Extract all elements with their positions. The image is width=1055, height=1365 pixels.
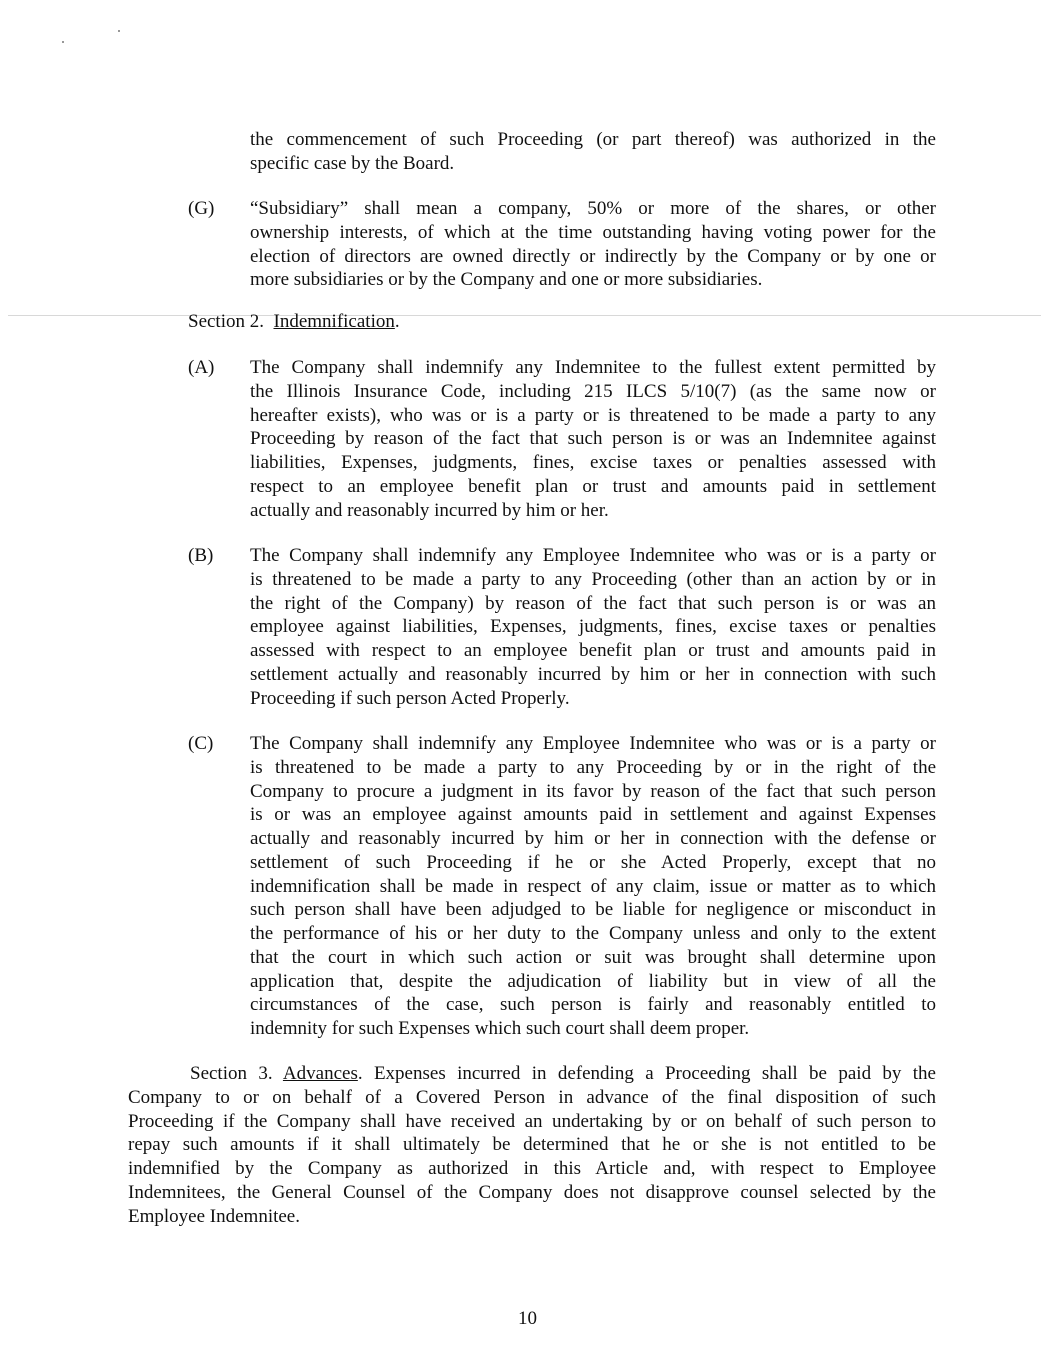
section-2-heading (188, 310, 400, 334)
text-line: that the court in which such action or suit was brought shall determine upon (250, 946, 936, 968)
text-line: the right of the Company) by reason of the fact that such person is or was an (250, 592, 936, 614)
text-line: is threatened to be made a party to any Proceeding by or in the right of the (250, 756, 936, 778)
text-line: the Illinois Insurance Code, including 215 ILCS 5/10(7) (as the same now or (250, 380, 936, 402)
text-line: The Company shall indemnify any Employee Indemnitee who was or is a party or (250, 545, 936, 566)
text-line: the performance of his or her duty to the Company unless and only to the extent (250, 923, 936, 944)
text-line: The Company shall indemnify any Employee Indemnitee who was or is a party or (250, 733, 936, 754)
text-line: employee against liabilities, Expenses, judgments, fines, excise taxes or penalties (250, 616, 936, 638)
text-line: indemnification shall be made in respect of any claim, issue or matter as to which (250, 875, 936, 897)
text-line: election of directors are owned directly or indirectly by the Company or by one or (250, 245, 936, 267)
text-line: assessed with respect to an employee benefit plan or trust and amounts paid in (250, 640, 936, 661)
para-label-c: (C) (188, 733, 214, 754)
text-line: actually and reasonably incurred by him or her in connection with the defense or (250, 828, 936, 849)
text-line: Indemnitees, the General Counsel of the Company does not disapprove counsel selected by the (128, 1181, 936, 1203)
text-line: Proceeding if such person Acted Properly. (250, 687, 570, 709)
text-line: Proceeding if the Company shall have received an undertaking by or on behalf of such person to (128, 1110, 936, 1132)
text-line: repay such amounts if it shall ultimately be determined that he or she is not entitled to be (128, 1134, 936, 1156)
section-2-suffix: . (394, 311, 400, 332)
section-3-paragraph (128, 1062, 936, 1228)
text-line: settlement actually and reasonably incurred by him or her in connection with such (250, 663, 936, 685)
section-2-prefix: Section 2. (188, 311, 264, 332)
text-line: more subsidiaries or by the Company and one or more subsidiaries. (250, 269, 763, 291)
continuation-paragraph (250, 128, 936, 176)
text-line: actually and reasonably incurred by him or her. (250, 499, 609, 521)
text-line: indemnity for such Expenses which such court shall deem proper. (250, 1018, 750, 1039)
section-3-title: Advances (282, 1063, 358, 1084)
scan-rule-line (8, 315, 1041, 316)
text-line: ownership interests, of which at the time outstanding having voting power for the (250, 221, 936, 243)
paragraph-b (250, 544, 936, 710)
text-line: application that, despite the adjudication of liability but in view of all the (250, 970, 936, 992)
section-3-prefix: Section 3. (190, 1063, 273, 1084)
text-line: circumstances of the case, such person is fairly and reasonably entitled to (250, 994, 936, 1016)
text-line: The Company shall indemnify any Indemnitee to the fullest extent permitted by (250, 357, 936, 378)
text-line: is or was an employee against amounts paid in settlement and against Expenses (250, 804, 936, 826)
text-line: Employee Indemnitee. (128, 1205, 300, 1227)
para-label-a: (A) (188, 357, 215, 378)
text-line: Proceeding by reason of the fact that such person is or was an Indemnitee against (250, 428, 936, 450)
text-line: such person shall have been adjudged to be liable for negligence or misconduct in (250, 899, 936, 921)
text-line: Company to or on behalf of a Covered Person in advance of the final disposition of such (128, 1086, 936, 1108)
para-label-g: (G) (188, 198, 215, 219)
text-line: Company to procure a judgment in its favor by reason of the fact that such person (250, 780, 936, 802)
para-label-b: (B) (188, 545, 214, 566)
section-3-first-line (190, 1062, 936, 1086)
text-line: the commencement of such Proceeding (or part thereof) was authorized in the (250, 129, 936, 150)
section-3-first-line-text: . Expenses incurred in defending a Proceeding shall be paid by the (357, 1063, 936, 1084)
section-2-title: Indemnification (273, 311, 395, 332)
text-line: respect to an employee benefit plan or trust and amounts paid in settlement (250, 475, 936, 497)
page-number: 10 (518, 1308, 537, 1329)
text-line: liabilities, Expenses, judgments, fines, excise taxes or penalties assessed with (250, 452, 936, 473)
text-line: indemnified by the Company as authorized in this Article and, with respect to Employee (128, 1158, 936, 1179)
scan-speck (118, 30, 120, 32)
paragraph-g (250, 197, 936, 292)
text-line: hereafter exists), who was or is a party or is threatened to be made a party to any (250, 404, 936, 426)
text-line: specific case by the Board. (250, 152, 455, 174)
text-line: is threatened to be made a party to any Proceeding (other than an action by or in (250, 568, 936, 590)
scan-speck (62, 41, 64, 43)
paragraph-a (250, 356, 936, 522)
paragraph-c (250, 732, 936, 1041)
text-line: “Subsidiary” shall mean a company, 50% or more of the shares, or other (250, 198, 936, 219)
text-line: settlement of such Proceeding if he or she Acted Properly, except that no (250, 851, 936, 873)
